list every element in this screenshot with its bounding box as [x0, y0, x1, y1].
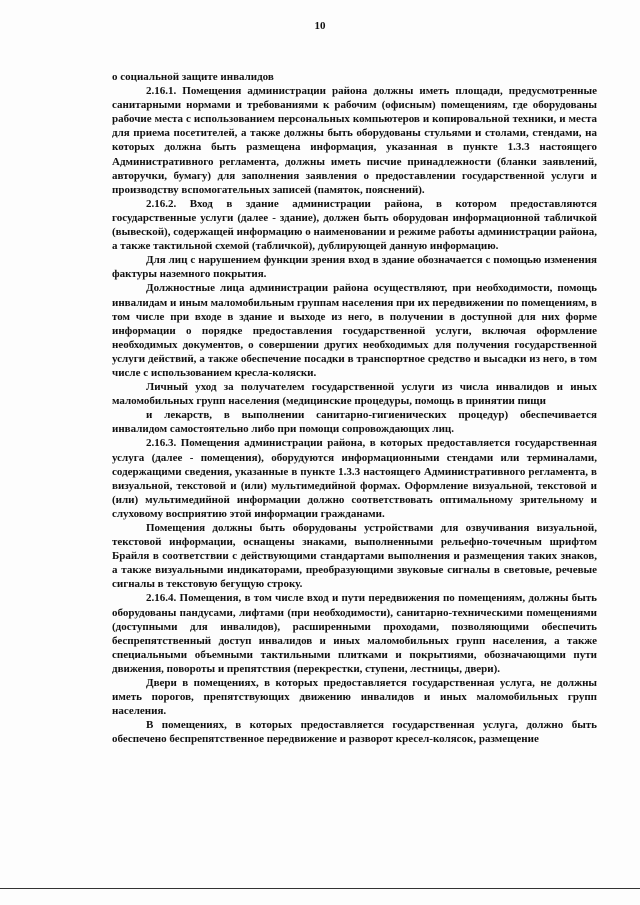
bottom-divider	[0, 888, 640, 889]
paragraph-personal-care-cont: и лекарств, в выполнении санитарно-гигиенических процедур) обеспечивается инвалидом самостоятельно либо при помощи сопровождающих лиц.	[112, 409, 597, 436]
paragraph-2-16-1: 2.16.1. Помещения администрации района должны иметь площади, предусмотренные санитарными нормами и требованиями к рабочим (офисным) помещениям, где оборудованы рабочие места с использованием персональных компьютеров и копировальной техники, и места для приема посетителей, а также должны быть оборудованы стульями и столами, стендами, на которых должна быть размещена информация, указанная в пункте 1.3.3 настоящего Административного регламента, должны иметь писчие принадлежности (бланки заявлений, авторучки, бумагу) для заполнения заявления о предоставлении государственной услуги и производству вспомогательных записей (памяток, пояснений).	[112, 85, 597, 196]
paragraph-personal-care: Личный уход за получателем государственной услуги из числа инвалидов и иных маломобильных групп населения (медицинские процедуры, помощь в принятии пищи	[112, 381, 597, 408]
paragraph-2-16-3: 2.16.3. Помещения администрации района, в которых предоставляется государственная услуга (далее - помещения), оборудуются информационными стендами или терминалами, содержащими сведения, указанные в пункте 1.3.3 настоящего Административного регламента, в визуальной, текстовой и (или) мультимедийной формах. Оформление визуальной, текстовой и (или) мультимедийной информации должно соответствовать оптимальному зрительному и слуховому восприятию этой информации гражданами.	[112, 437, 597, 520]
paragraph-continuation: о социальной защите инвалидов	[112, 71, 274, 83]
document-body	[112, 70, 597, 747]
paragraph-vision-impaired: Для лиц с нарушением функции зрения вход в здание обозначается с помощью изменения фактуры наземного покрытия.	[112, 254, 597, 281]
paragraph-audio-braille: Помещения должны быть оборудованы устройствами для озвучивания визуальной, текстовой информации, оснащены знаками, выполненными рельефно-точечным шрифтом Брайля в соответствии с действующими стандартами выполнения и размещения таких знаков, а также визуальными индикаторами, преобразующими звуковые сигналы в световые, речевые сигналы в текстовую бегущую строку.	[112, 522, 597, 591]
paragraph-doors: Двери в помещениях, в которых предоставляется государственная услуга, не должны иметь порогов, препятствующих движению инвалидов и иных маломобильных групп населения.	[112, 677, 597, 718]
page-number: 10	[314, 20, 326, 32]
paragraph-2-16-2: 2.16.2. Вход в здание администрации района, в котором предоставляются государственные услуги (далее - здание), должен быть оборудован информационной табличкой (вывеской), содержащей информацию о наименовании и режиме работы администрации района, а также тактильной схемой (табличкой), дублирующей данную информацию.	[112, 197, 597, 253]
paragraph-2-16-4: 2.16.4. Помещения, в том числе вход и пути передвижения по помещениям, должны быть оборудованы пандусами, лифтами (при необходимости), санитарно-техническими помещениями (доступными для инвалидов), расширенными проходами, позволяющими обеспечить беспрепятственный доступ инвалидов и иных маломобильных групп населения, а также специальными объемными тактильными плитками и покрытиями, обозначающими пути движения, повороты и препятствия (перекрестки, ступени, лестницы, двери).	[112, 592, 597, 675]
paragraph-officials-assist: Должностные лица администрации района осуществляют, при необходимости, помощь инвалидам и иным маломобильным группам населения при их передвижении по помещениям, в том числе при входе в здание и выходе из него, в получении в доступной для них форме информации о порядке предоставления государственной услуги, включая оформление необходимых документов, о совершении других необходимых для получения государственной услуги действий, а также обеспечение посадки в транспортное средство и высадки из него, в том числе с использованием кресла-коляски.	[112, 282, 597, 379]
paragraph-wheelchair: В помещениях, в которых предоставляется государственная услуга, должно быть обеспечено беспрепятственное передвижение и разворот кресел-колясок, размещение	[112, 719, 597, 746]
